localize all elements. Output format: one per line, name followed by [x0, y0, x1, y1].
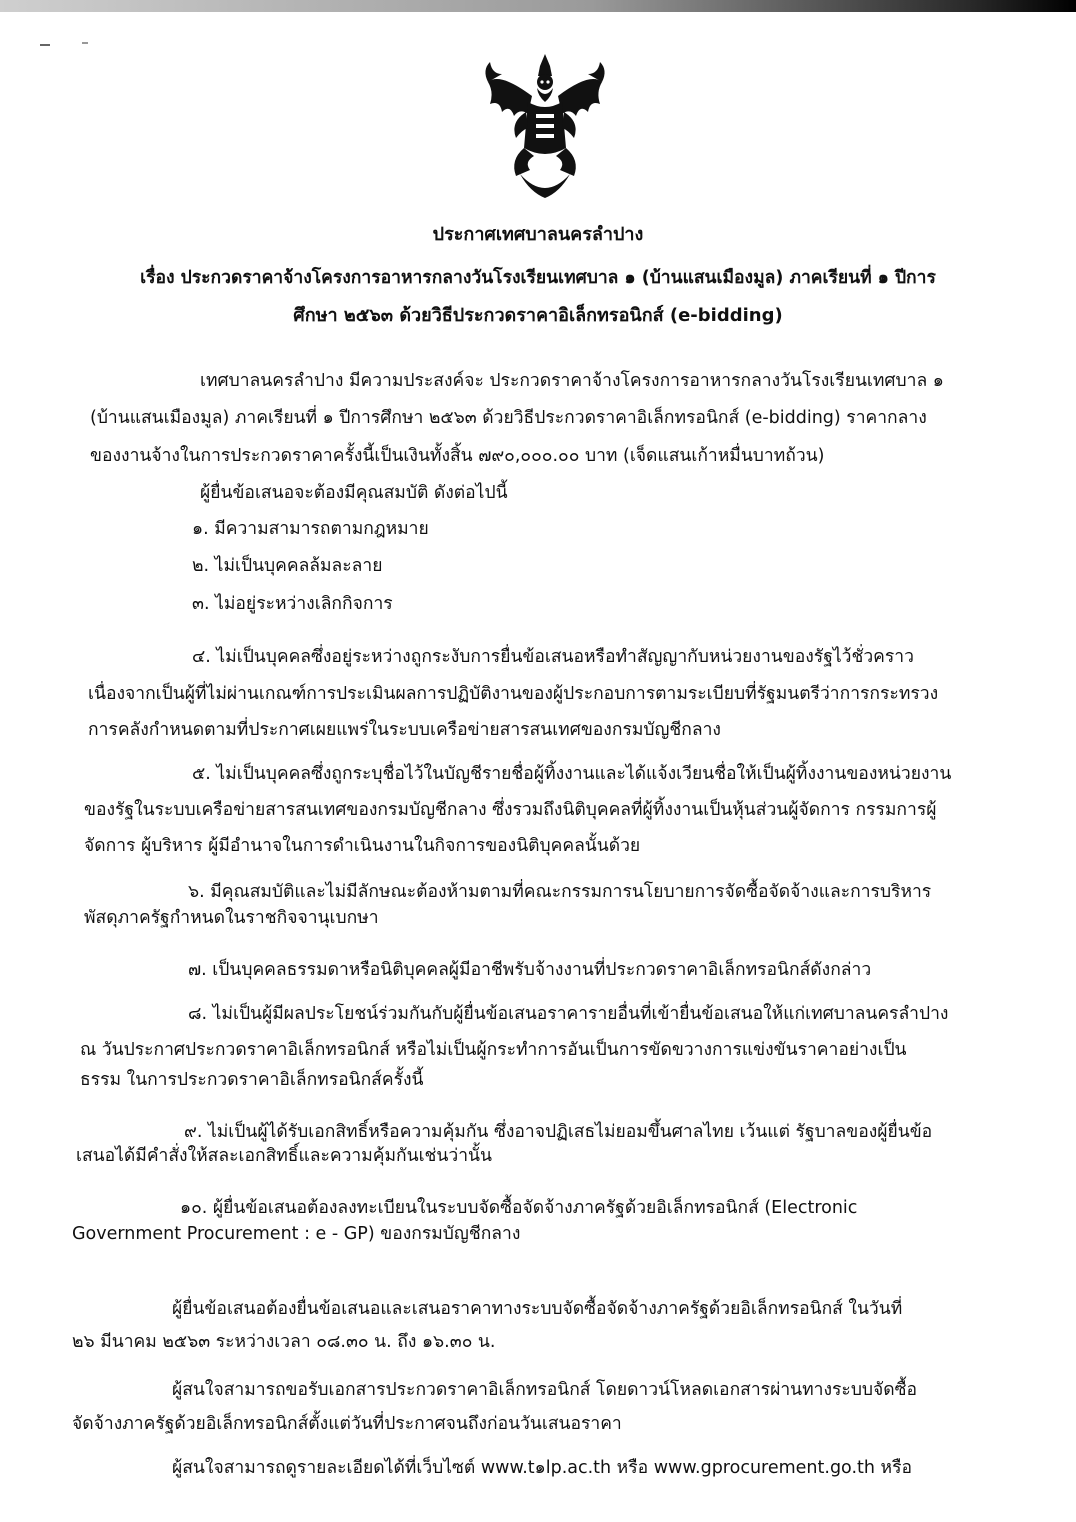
scan-mark: [40, 44, 50, 46]
qualification-item-cont: เสนอได้มีคำสั่งให้สละเอกสิทธิ์และความคุ้มกันเช่นว่านั้น: [76, 1146, 492, 1166]
intro-line: ของงานจ้างในการประกวดราคาครั้งนี้เป็นเงินทั้งสิ้น ๗๙๐,๐๐๐.๐๐ บาท (เจ็ดแสนเก้าหมื่นบาทถ้วน): [90, 446, 825, 466]
qualification-item: ๒. ไม่เป็นบุคคลล้มละลาย: [192, 556, 383, 576]
qualification-item-cont: ธรรม ในการประกวดราคาอิเล็กทรอนิกส์ครั้งนี้: [80, 1070, 424, 1090]
qualification-item-cont: จัดการ ผู้บริหาร ผู้มีอำนาจในการดำเนินงานในกิจการของนิติบุคคลนั้นด้วย: [84, 836, 641, 856]
qualification-item: ๘. ไม่เป็นผู้มีผลประโยชน์ร่วมกันกับผู้ยื่นข้อเสนอราคารายอื่นที่เข้ายื่นข้อเสนอให้แก่เทศบาลนครลำปาง: [188, 1004, 949, 1024]
qualification-item-cont: Government Procurement : e - GP) ของกรมบัญชีกลาง: [72, 1224, 521, 1244]
qualification-item: ๓. ไม่อยู่ระหว่างเลิกกิจการ: [192, 594, 393, 614]
announcement-subject-line-1: เรื่อง ประกวดราคาจ้างโครงการอาหารกลางวันโรงเรียนเทศบาล ๑ (บ้านแสนเมืองมูล) ภาคเรียนที่ ๑ ปีการ: [140, 268, 936, 288]
qualifications-heading: ผู้ยื่นข้อเสนอจะต้องมีคุณสมบัติ ดังต่อไปนี้: [200, 483, 508, 503]
qualification-item: ๙. ไม่เป็นผู้ได้รับเอกสิทธิ์หรือความคุ้มกัน ซึ่งอาจปฏิเสธไม่ยอมขึ้นศาลไทย เว้นแต่ รัฐบาลของผู้ยื่นข้อ: [184, 1122, 933, 1142]
announcement-title: ประกาศเทศบาลนครลำปาง: [432, 224, 644, 245]
qualification-item: ๔. ไม่เป็นบุคคลซึ่งอยู่ระหว่างถูกระงับการยื่นข้อเสนอหรือทำสัญญากับหน่วยงานของรัฐไว้ชั่วคราว: [192, 647, 914, 667]
document-request-paragraph: ผู้สนใจสามารถขอรับเอกสารประกวดราคาอิเล็กทรอนิกส์ โดยดาวน์โหลดเอกสารผ่านทางระบบจัดซื้อ: [172, 1380, 918, 1400]
qualification-item: ๑๐. ผู้ยื่นข้อเสนอต้องลงทะเบียนในระบบจัดซื้อจัดจ้างภาครัฐด้วยอิเล็กทรอนิกส์ (Electronic: [180, 1198, 858, 1218]
qualification-item-cont: ณ วันประกาศประกวดราคาอิเล็กทรอนิกส์ หรือไม่เป็นผู้กระทำการอันเป็นการขัดขวางการแข่งขันราคาอย่างเป็น: [80, 1040, 907, 1060]
qualification-item-cont: ของรัฐในระบบเครือข่ายสารสนเทศของกรมบัญชีกลาง ซึ่งรวมถึงนิติบุคคลที่ผู้ทิ้งงานเป็นหุ้นส่วนผู้จัดการ กรรมการผู้: [84, 800, 937, 820]
qualification-item: ๕. ไม่เป็นบุคคลซึ่งถูกระบุชื่อไว้ในบัญชีรายชื่อผู้ทิ้งงานและได้แจ้งเวียนชื่อให้เป็นผู้ทิ้งงานของหน่วยงาน: [192, 764, 952, 784]
qualification-item-cont: การคลังกำหนดตามที่ประกาศเผยแพร่ในระบบเครือข่ายสารสนเทศของกรมบัญชีกลาง: [88, 720, 721, 740]
qualification-item-cont: เนื่องจากเป็นผู้ที่ไม่ผ่านเกณฑ์การประเมินผลการปฏิบัติงานของผู้ประกอบการตามระเบียบที่รัฐมนตรีว่าการกระทรวง: [88, 684, 939, 704]
scan-mark: [82, 42, 88, 44]
garuda-emblem-icon: [480, 52, 610, 202]
qualification-item: ๑. มีความสามารถตามกฎหมาย: [192, 519, 429, 539]
intro-line: (บ้านแสนเมืองมูล) ภาคเรียนที่ ๑ ปีการศึกษา ๒๕๖๓ ด้วยวิธีประกวดราคาอิเล็กทรอนิกส์ (e-bidding) ราคากลาง: [90, 408, 927, 428]
submission-paragraph: ๒๖ มีนาคม ๒๕๖๓ ระหว่างเวลา ๐๘.๓๐ น. ถึง ๑๖.๓๐ น.: [72, 1332, 496, 1352]
announcement-subject-line-2: ศึกษา ๒๕๖๓ ด้วยวิธีประกวดราคาอิเล็กทรอนิกส์ (e-bidding): [293, 305, 783, 326]
intro-line: เทศบาลนครลำปาง มีความประสงค์จะ ประกวดราคาจ้างโครงการอาหารกลางวันโรงเรียนเทศบาล ๑: [200, 371, 944, 391]
website-paragraph: ผู้สนใจสามารถดูรายละเอียดได้ที่เว็บไซต์ www.t๑lp.ac.th หรือ www.gprocurement.go.th หรือ: [172, 1458, 912, 1478]
scan-edge-shadow: [0, 0, 1076, 12]
document-request-paragraph: จัดจ้างภาครัฐด้วยอิเล็กทรอนิกส์ตั้งแต่วันที่ประกาศจนถึงก่อนวันเสนอราคา: [72, 1414, 622, 1434]
qualification-item: ๖. มีคุณสมบัติและไม่มีลักษณะต้องห้ามตามที่คณะกรรมการนโยบายการจัดซื้อจัดจ้างและการบริหาร: [188, 882, 932, 902]
qualification-item: ๗. เป็นบุคคลธรรมดาหรือนิติบุคคลผู้มีอาชีพรับจ้างงานที่ประกวดราคาอิเล็กทรอนิกส์ดังกล่าว: [188, 960, 872, 980]
qualification-item-cont: พัสดุภาครัฐกำหนดในราชกิจจานุเบกษา: [84, 908, 379, 928]
submission-paragraph: ผู้ยื่นข้อเสนอต้องยื่นข้อเสนอและเสนอราคาทางระบบจัดซื้อจัดจ้างภาครัฐด้วยอิเล็กทรอนิกส์ ในวันที่: [172, 1299, 903, 1319]
